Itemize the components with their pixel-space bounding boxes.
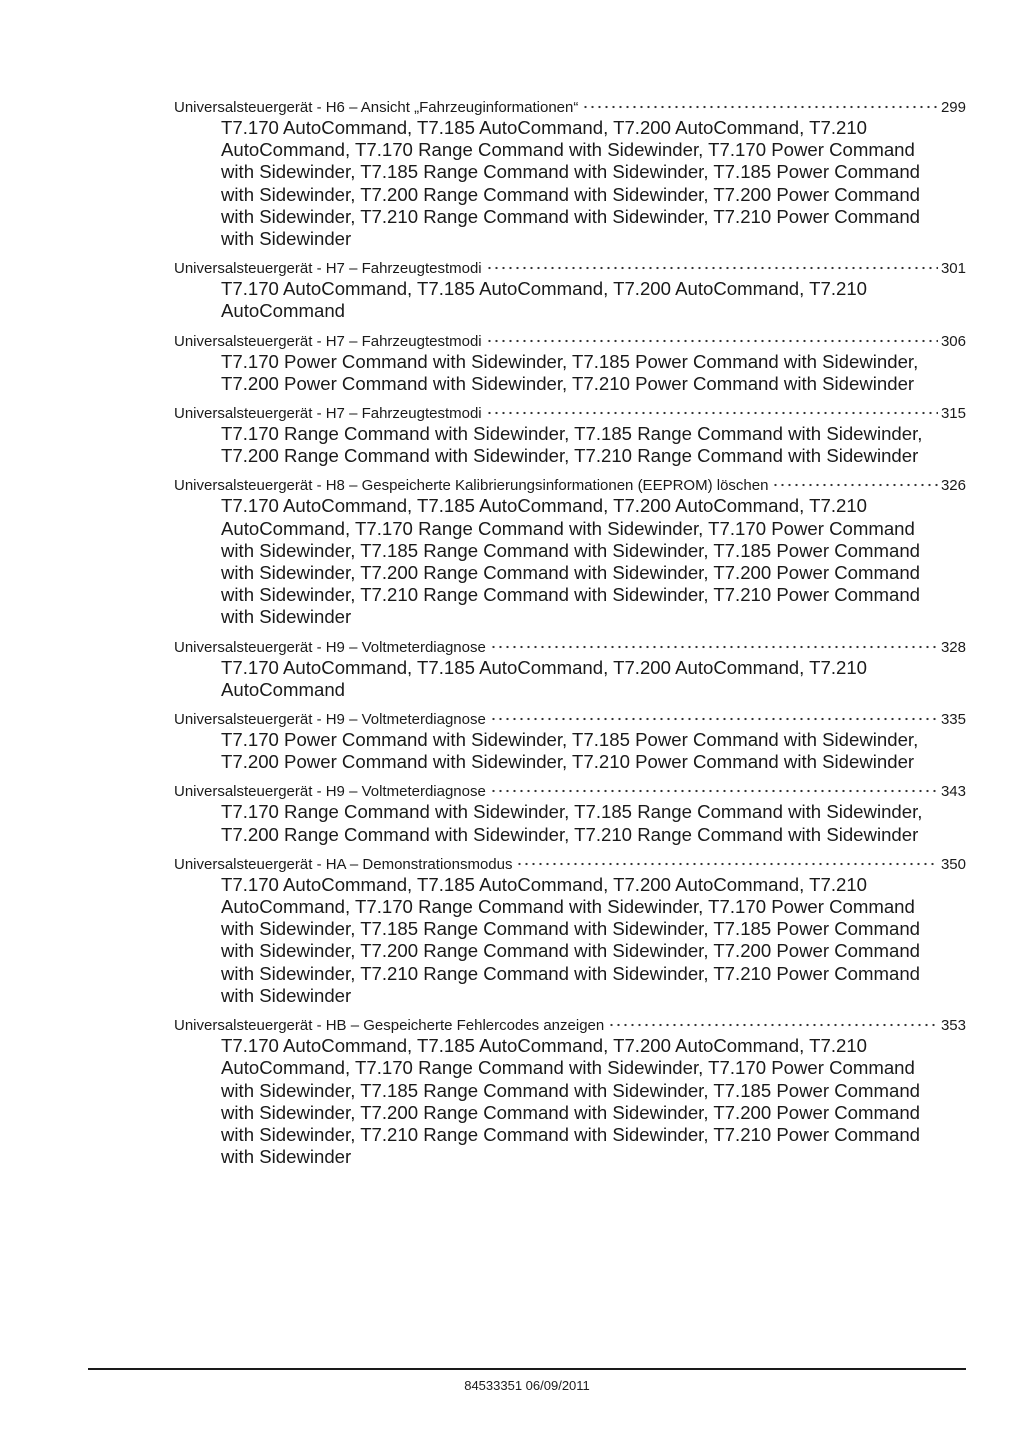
- toc-entry[interactable]: [174, 638, 966, 701]
- toc-entry-models: T7.170 Power Command with Sidewinder, T7.185 Power Command with Sidewinder, T7.200 Power Command with Sidewinder, T7.210 Power Command with Sidewinder: [221, 350, 919, 394]
- footer-doc-id: 84533351 06/09/2011: [464, 1378, 590, 1393]
- toc-entry-heading[interactable]: [174, 638, 966, 657]
- toc-entry-heading[interactable]: [174, 476, 966, 495]
- toc-page-number[interactable]: 306: [940, 332, 966, 350]
- toc-entry-title[interactable]: Universalsteuergerät - H8 – Gespeicherte Kalibrierungsinformationen (EEPROM) löschen: [174, 477, 769, 495]
- toc-entry[interactable]: [174, 332, 966, 395]
- toc-entry-models: T7.170 Range Command with Sidewinder, T7.185 Range Command with Sidewinder, T7.200 Range Command with Sidewinder, T7.210 Range Command with Sidewinder: [221, 801, 923, 845]
- toc-entry-models: T7.170 AutoCommand, T7.185 AutoCommand, T7.200 AutoCommand, T7.210 AutoCommand: [221, 278, 868, 322]
- dot-leader: [486, 260, 938, 270]
- toc-entry[interactable]: [174, 476, 966, 628]
- toc-page-number[interactable]: 326: [940, 477, 966, 495]
- toc-entry-title[interactable]: Universalsteuergerät - H9 – Voltmeterdiagnose: [174, 638, 486, 656]
- table-of-contents: [174, 98, 966, 1177]
- toc-entry-title[interactable]: Universalsteuergerät - H7 – Fahrzeugtestmodi: [174, 332, 482, 350]
- toc-entry-models: T7.170 Power Command with Sidewinder, T7.185 Power Command with Sidewinder, T7.200 Power Command with Sidewinder, T7.210 Power Command with Sidewinder: [221, 729, 919, 773]
- toc-entry-title[interactable]: Universalsteuergerät - H7 – Fahrzeugtestmodi: [174, 405, 482, 423]
- toc-entry-title[interactable]: Universalsteuergerät - H9 – Voltmeterdiagnose: [174, 783, 486, 801]
- toc-entry-title[interactable]: Universalsteuergerät - H6 – Ansicht „Fahrzeuginformationen“: [174, 99, 579, 116]
- toc-page-number[interactable]: 343: [940, 783, 966, 801]
- toc-entry-heading[interactable]: [174, 855, 966, 874]
- toc-entry[interactable]: [174, 98, 966, 250]
- dot-leader: [486, 333, 938, 343]
- toc-entry-heading[interactable]: [174, 1016, 966, 1035]
- toc-entry-heading[interactable]: [174, 332, 966, 351]
- toc-entry[interactable]: [174, 259, 966, 322]
- toc-entry-heading[interactable]: [174, 259, 966, 278]
- toc-entry-models: T7.170 AutoCommand, T7.185 AutoCommand, T7.200 AutoCommand, T7.210 AutoCommand: [221, 656, 868, 700]
- toc-entry-models: T7.170 AutoCommand, T7.185 AutoCommand, T7.200 AutoCommand, T7.210 AutoCommand, T7.170 Range Command with Sidewinder, T7.170 Power Command with Sidewinder, T7.185 Range Command with Sidewinder, T7.185 Power Command with Sidewinder, T7.200 Range Command with Sidewinder, T7.200 Power Command with Sidewinder, T7.210 Range Command with Sidewinder, T7.210 Power Command with Sidewinder: [221, 495, 921, 628]
- dot-leader: [486, 405, 938, 415]
- toc-page-number[interactable]: 335: [940, 711, 966, 729]
- toc-page-number[interactable]: 328: [940, 638, 966, 656]
- dot-leader: [582, 99, 938, 109]
- toc-entry-title[interactable]: Universalsteuergerät - HB – Gespeicherte Fehlercodes anzeigen: [174, 1017, 605, 1035]
- toc-entry[interactable]: [174, 782, 966, 845]
- toc-entry-models: T7.170 AutoCommand, T7.185 AutoCommand, T7.200 AutoCommand, T7.210 AutoCommand, T7.170 Range Command with Sidewinder, T7.170 Power Command with Sidewinder, T7.185 Range Command with Sidewinder, T7.185 Power Command with Sidewinder, T7.200 Range Command with Sidewinder, T7.200 Power Command with Sidewinder, T7.210 Range Command with Sidewinder, T7.210 Power Command with Sidewinder: [221, 117, 921, 250]
- dot-leader: [772, 477, 938, 487]
- toc-page-number[interactable]: 315: [940, 405, 966, 423]
- toc-entry-heading[interactable]: [174, 98, 966, 117]
- toc-page-number[interactable]: 301: [940, 260, 966, 278]
- toc-page-number[interactable]: 350: [940, 855, 966, 873]
- toc-entry-heading[interactable]: [174, 404, 966, 423]
- toc-page-number[interactable]: 299: [940, 99, 966, 116]
- toc-entry-heading[interactable]: [174, 710, 966, 729]
- dot-leader: [516, 856, 937, 866]
- toc-entry-models: T7.170 AutoCommand, T7.185 AutoCommand, T7.200 AutoCommand, T7.210 AutoCommand, T7.170 Range Command with Sidewinder, T7.170 Power Command with Sidewinder, T7.185 Range Command with Sidewinder, T7.185 Power Command with Sidewinder, T7.200 Range Command with Sidewinder, T7.200 Power Command with Sidewinder, T7.210 Range Command with Sidewinder, T7.210 Power Command with Sidewinder: [221, 873, 921, 1006]
- toc-entry-heading[interactable]: [174, 782, 966, 801]
- toc-entry[interactable]: [174, 710, 966, 773]
- dot-leader: [490, 711, 938, 721]
- toc-entry[interactable]: [174, 1016, 966, 1168]
- dot-leader: [490, 783, 938, 793]
- toc-entry-title[interactable]: Universalsteuergerät - H7 – Fahrzeugtestmodi: [174, 260, 482, 278]
- toc-page-number[interactable]: 353: [940, 1017, 966, 1035]
- dot-leader: [490, 639, 938, 649]
- toc-entry[interactable]: [174, 404, 966, 467]
- toc-entry[interactable]: [174, 855, 966, 1007]
- toc-entry-title[interactable]: Universalsteuergerät - HA – Demonstrationsmodus: [174, 855, 513, 873]
- dot-leader: [608, 1017, 938, 1027]
- toc-entry-models: T7.170 AutoCommand, T7.185 AutoCommand, T7.200 AutoCommand, T7.210 AutoCommand, T7.170 Range Command with Sidewinder, T7.170 Power Command with Sidewinder, T7.185 Range Command with Sidewinder, T7.185 Power Command with Sidewinder, T7.200 Range Command with Sidewinder, T7.200 Power Command with Sidewinder, T7.210 Range Command with Sidewinder, T7.210 Power Command with Sidewinder: [221, 1035, 921, 1168]
- toc-entry-title[interactable]: Universalsteuergerät - H9 – Voltmeterdiagnose: [174, 711, 486, 729]
- footer-divider: [88, 1368, 966, 1370]
- toc-entry-models: T7.170 Range Command with Sidewinder, T7.185 Range Command with Sidewinder, T7.200 Range Command with Sidewinder, T7.210 Range Command with Sidewinder: [221, 423, 923, 467]
